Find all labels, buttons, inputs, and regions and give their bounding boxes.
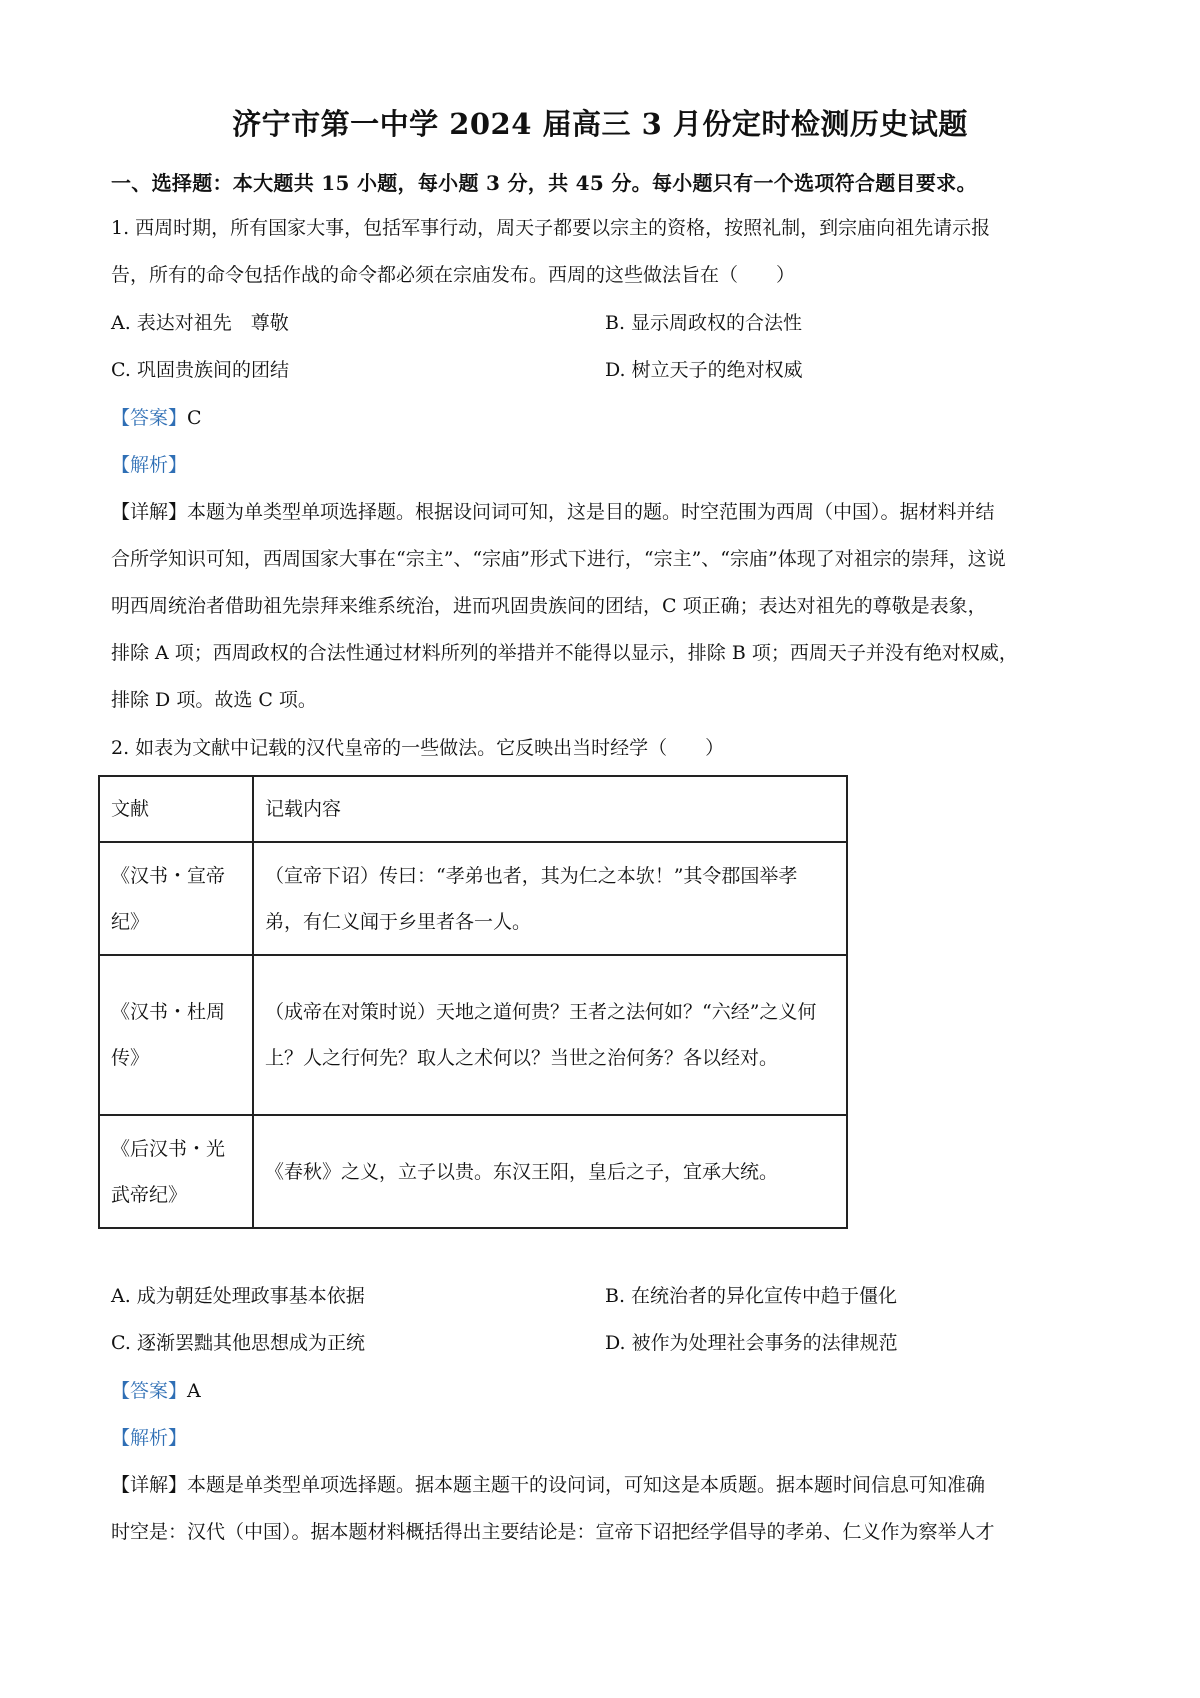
q2-option-c: C. 逐渐罢黜其他思想成为正统 (111, 1332, 365, 1354)
q2-option-d: D. 被作为处理社会事务的法律规范 (605, 1332, 898, 1354)
answer-value: A (187, 1380, 201, 1402)
table-cell-source: 《后汉书・光武帝纪》 (99, 1115, 253, 1228)
section-header: 一、选择题：本大题共 15 小题，每小题 3 分，共 45 分。每小题只有一个选项符合题目要求。 (111, 171, 977, 195)
q1-detail-line: 合所学知识可知，西周国家大事在“宗主”、“宗庙”形式下进行，“宗主”、“宗庙”体现了对祖宗的崇拜，这说 (111, 548, 1006, 570)
q2-answer-line (111, 1378, 201, 1404)
q1-option-a: A. 表达对祖先 尊敬 (111, 312, 289, 334)
page-title: 济宁市第一中学 2024 届高三 3 月份定时检测历史试题 (232, 107, 968, 141)
q1-stem-line-2: 告，所有的命令包括作战的命令都必须在宗庙发布。西周的这些做法旨在（ ） (111, 264, 796, 286)
q2-detail-line: 时空是：汉代（中国）。据本题材料概括得出主要结论是：宣帝下诏把经学倡导的孝弟、仁义作为察举人才 (111, 1521, 995, 1543)
table-header-row (99, 776, 847, 842)
answer-tag: 【答案】 (111, 407, 188, 429)
table-cell-content: （宣帝下诏）传曰：“孝弟也者，其为仁之本欤！”其令郡国举孝弟，有仁义闻于乡里者各一人。 (253, 842, 847, 955)
table-row (99, 955, 847, 1115)
q2-detail-line: 【详解】本题是单类型单项选择题。据本题主题干的设问词，可知这是本质题。据本题时间信息可知准确 (111, 1474, 986, 1496)
q1-detail-line: 排除 A 项；西周政权的合法性通过材料所列的举措并不能得以显示，排除 B 项；西周天子并没有绝对权威， (111, 642, 1018, 664)
table-cell-content: 《春秋》之义，立子以贵。东汉王阳，皇后之子，宜承大统。 (253, 1115, 847, 1228)
q1-option-d: D. 树立天子的绝对权威 (605, 359, 803, 381)
table-cell-source: 《汉书・杜周传》 (99, 955, 253, 1115)
q2-option-a: A. 成为朝廷处理政事基本依据 (111, 1285, 365, 1307)
q1-detail-line: 排除 D 项。故选 C 项。 (111, 689, 317, 711)
analysis-tag: 【解析】 (111, 454, 188, 476)
analysis-tag: 【解析】 (111, 1427, 188, 1449)
q1-detail-line: 明西周统治者借助祖先崇拜来维系统治，进而巩固贵族间的团结，C 项正确；表达对祖先的尊敬是表象， (111, 595, 987, 617)
q2-stem: 2. 如表为文献中记载的汉代皇帝的一些做法。它反映出当时经学（ ） (111, 737, 725, 759)
q1-detail-line: 【详解】本题为单类型单项选择题。根据设问词可知，这是目的题。时空范围为西周（中国）。据材料并结 (111, 501, 995, 523)
q1-answer-line (111, 405, 202, 431)
q1-option-b: B. 显示周政权的合法性 (605, 312, 803, 334)
q2-source-table (98, 775, 848, 1229)
answer-tag: 【答案】 (111, 1380, 188, 1402)
table-row (99, 842, 847, 955)
q1-stem-line-1: 1. 西周时期，所有国家大事，包括军事行动，周天子都要以宗主的资格，按照礼制，到宗庙向祖先请示报 (111, 217, 991, 239)
answer-value: C (187, 407, 202, 429)
q2-option-b: B. 在统治者的异化宣传中趋于僵化 (605, 1285, 898, 1307)
table-header-cell: 记载内容 (253, 776, 847, 842)
q1-option-c: C. 巩固贵族间的团结 (111, 359, 289, 381)
table-cell-content: （成帝在对策时说）天地之道何贵？王者之法何如？“六经”之义何上？人之行何先？取人之术何以？当世之治何务？各以经对。 (253, 955, 847, 1115)
table-row (99, 1115, 847, 1228)
table-header-cell: 文献 (99, 776, 253, 842)
table-cell-source: 《汉书・宣帝纪》 (99, 842, 253, 955)
